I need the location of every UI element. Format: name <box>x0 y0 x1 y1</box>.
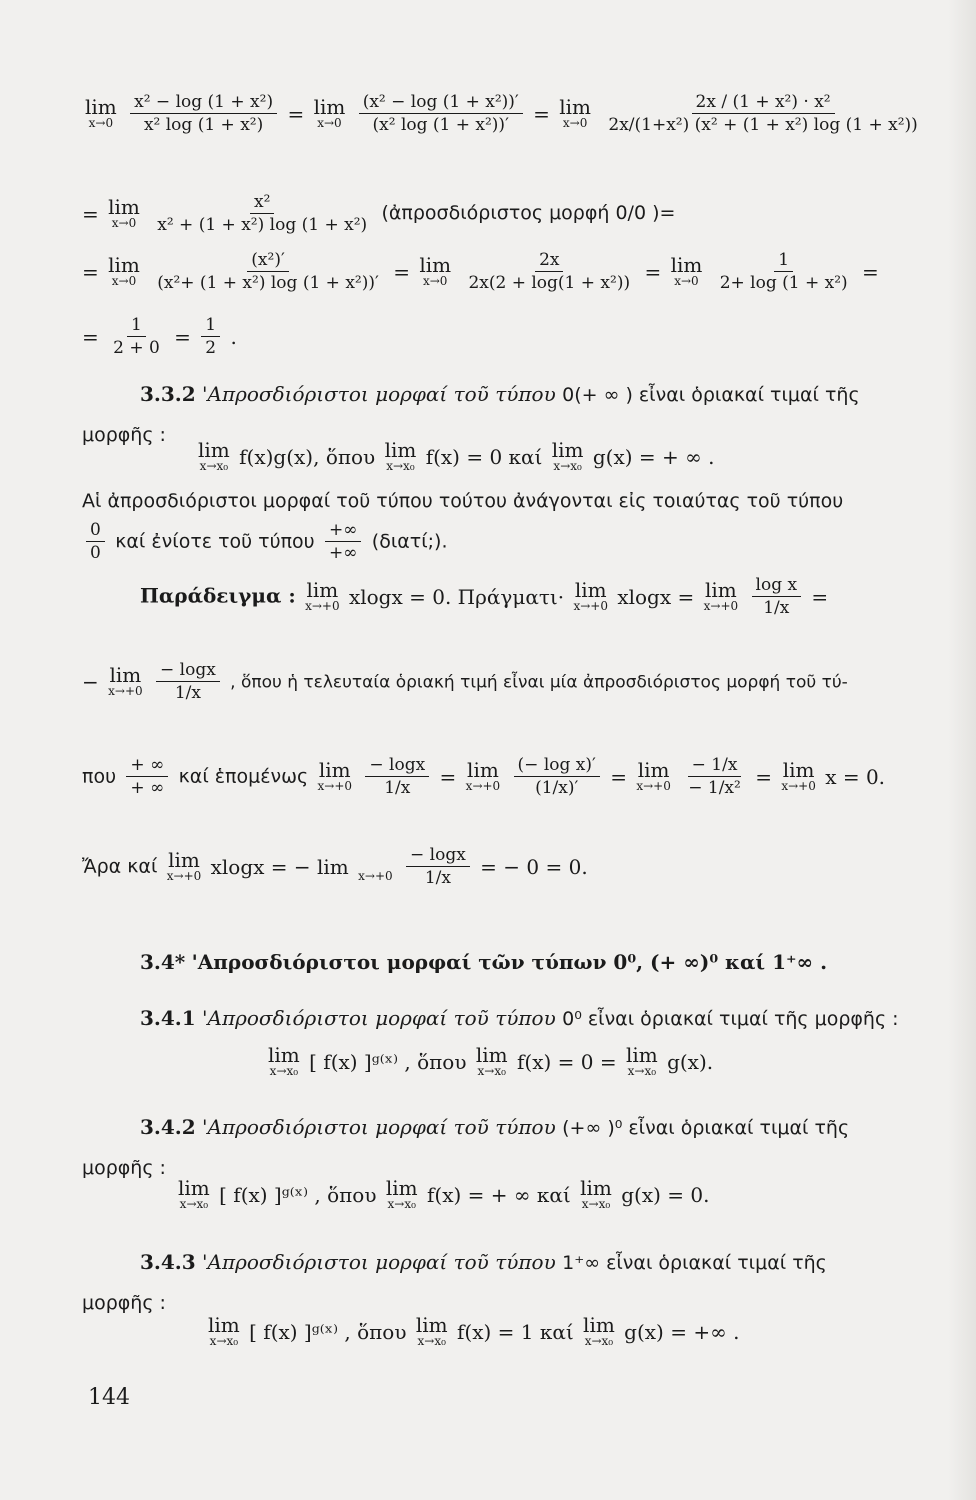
fraction: $\frac{2x}{\text{2x(2 + log(1 + x²))}}$ <box>468 250 631 294</box>
limit-operator: lim x→+0 <box>108 663 143 699</box>
section-3-4-2-heading: 3.4.2 'Απροσδιόριστοι μορφαί τοῦ τύπου (+∞ )⁰ εἶναι ὁριακαί τιμαί τῆς <box>140 1115 850 1139</box>
section-3-4-2-formula: lim x→x₀ [ f(x) ]ᵍ⁽ˣ⁾ , ὅπου lim x→x₀ f(x) = + ∞ καί lim x→x₀ g(x) = 0. <box>178 1176 710 1211</box>
fraction: $\frac{1}{\text{2+ log (1 + x²)}}$ <box>719 250 848 294</box>
limit-operator: lim x→0 <box>313 95 346 131</box>
fraction: $\frac{1}{2 + 0}$ <box>113 315 160 359</box>
equation-line-4: = $\frac{1}{2 + 0}$ = $\frac{1}{2}$ . <box>82 315 237 359</box>
fraction: $\frac{- 1/x}{\text{− 1/x²}}$ <box>688 755 741 799</box>
limit-operator: lim x→+0 <box>166 848 202 884</box>
limit-operator: lim x→+0 <box>573 578 608 614</box>
section-3-4-3-heading: 3.4.3 'Απροσδιόριστοι μορφαί τοῦ τύπου 1⁺∞ εἶναι ὁριακαί τιμαί τῆς <box>140 1250 827 1274</box>
limit-operator: lim x→+0 <box>305 578 340 614</box>
section-3-3-2-morphis: μορφῆς : <box>82 424 166 446</box>
limit-operator: lim x→0 <box>559 95 592 131</box>
section-3-4-1-formula: lim x→x₀ [ f(x) ]ᵍ⁽ˣ⁾ , ὅπου lim x→x₀ f(x) = 0 = lim x→x₀ g(x). <box>268 1043 714 1078</box>
section-3-4-3-morphis: μορφῆς : <box>82 1292 166 1314</box>
limit-operator: lim x→x₀ <box>551 438 584 473</box>
limit-operator: lim x→+0 <box>636 758 671 794</box>
example-line-2: − lim x→+0 $\frac{- \log x}{1/x}$ , ὅπου ἡ τελευταία ὁριακή τιμή εἶναι μία ἀπροσδιόριστος μορφή τοῦ τύ- <box>82 660 848 704</box>
section-3-3-2-formula: lim x→x₀ f(x)g(x), ὅπου lim x→x₀ f(x) = 0 καί lim x→x₀ g(x) = + ∞ . <box>198 438 715 473</box>
example-line-1: Παράδειγμα : lim x→+0 xlogx = 0. Πράγματι· lim x→+0 xlogx = lim x→+0 $\frac{\text{log x}}{1/x}$ = <box>140 575 829 619</box>
fraction: $\frac{\text{log x}}{1/x}$ <box>752 575 802 619</box>
fraction: $\frac{+ \infty}{+ \infty}$ <box>126 755 168 799</box>
example-line-4: Ἄρα καί lim x→+0 xlogx = − lim x→+0 $\frac{- \log x}{1/x}$ = − 0 = 0. <box>82 845 588 889</box>
limit-operator: lim x→0 <box>108 195 140 231</box>
section-3-3-2-heading: 3.3.2 'Απροσδιόριστοι μορφαί τοῦ τύπου 0(+ ∞ ) εἶναι ὁριακαί τιμαί τῆς <box>140 382 860 406</box>
limit-operator: lim x→x₀ <box>198 438 230 473</box>
annotation-text: (ἀπροσδιόριστος μορφή 0/0 )= <box>381 202 676 225</box>
fraction: $\frac{+\infty}{+\infty}$ <box>325 520 361 564</box>
limit-operator: lim x→x₀ <box>384 438 417 473</box>
limit-operator: lim x→+0 <box>465 758 501 794</box>
limit-operator: lim x→x₀ <box>475 1043 508 1078</box>
fraction: $\frac{\text{2x / (1 + x²) · x²}}{\text{2x/(1+x²) (x² + (1 + x²) log (1 + x²))}}$ <box>608 92 918 136</box>
fraction: $\frac{- \log x}{1/x}$ <box>365 755 429 799</box>
limit-operator: lim x→0 <box>108 253 140 289</box>
section-3-4-heading: 3.4* 'Απροσδιόριστοι μορφαί τῶν τύπων 0⁰, (+ ∞)⁰ καί 1⁺∞ . <box>140 950 828 974</box>
fraction: $\frac{\text{(− log x)′}}{(1/x)'}$ <box>514 755 600 799</box>
limit-operator: lim x→0 <box>670 253 703 289</box>
fraction: $\frac{1}{2}$ <box>201 315 220 359</box>
fraction: $\frac{\text{x²}}{\text{x² + (1 + x²) log (1 + x²)}}$ <box>157 192 368 236</box>
limit-operator: lim x→x₀ <box>385 1176 418 1211</box>
section-3-3-2-text-2: $\frac{0}{0}$ καί ἐνίοτε τοῦ τύπου $\frac{+\infty}{+\infty}$ (διατί;). <box>82 520 936 564</box>
limit-operator: lim x→+0 <box>317 758 353 794</box>
equation-line-1: lim x→0 $\frac{\text{x² − log (1 + x²)}}{\text{x² log (1 + x²)}}$ = lim x→0 $\frac{\text{(x² − log (1 + x²))′}}{\text{(x² log (1 + x²))′}}$ = lim x→0 $\frac{\text{2x / (1 + x²) · x²}}{\text{2x/(1+x²) (x² + (1 + x²) log (1 + x²))}}$ <box>82 92 936 136</box>
limit-operator: lim x→+0 <box>781 758 816 794</box>
limit-operator: lim x→0 <box>419 253 452 289</box>
equation-line-3: = lim x→0 $\frac{\text{(x²)′}}{\text{(x²+ (1 + x²) log (1 + x²))′}}$ = lim x→0 $\frac{2x}{\text{2x(2 + log(1 + x²))}}$ = lim x→0 $\frac{1}{\text{2+ log (1 + x²)}}$ = <box>82 250 879 294</box>
limit-operator: lim x→x₀ <box>208 1313 240 1348</box>
fraction: $\frac{\text{(x²)′}}{\text{(x²+ (1 + x²) log (1 + x²))′}}$ <box>157 250 379 294</box>
fraction: $\frac{\text{x² − log (1 + x²)}}{\text{x² log (1 + x²)}}$ <box>130 92 277 136</box>
equation-line-2: = lim x→0 $\frac{\text{x²}}{\text{x² + (1 + x²) log (1 + x²)}}$ (ἀπροσδιόριστος μορφή 0/0 )= <box>82 192 676 236</box>
section-3-4-3-formula: lim x→x₀ [ f(x) ]ᵍ⁽ˣ⁾ , ὅπου lim x→x₀ f(x) = 1 καί lim x→x₀ g(x) = +∞ . <box>208 1313 740 1348</box>
section-3-4-2-morphis: μορφῆς : <box>82 1157 166 1179</box>
example-line-3: που $\frac{+ \infty}{+ \infty}$ καί ἑπομένως lim x→+0 $\frac{- \log x}{1/x}$ = lim x→+0 $\frac{\text{(− log x)′}}{(1/x)'}$ = lim x→+0 $\frac{- 1/x}{\text{− 1/x²}}$ = lim x→+0 x = 0. <box>82 755 886 799</box>
limit-operator: lim x→x₀ <box>268 1043 300 1078</box>
page-edge-shadow <box>948 0 976 1500</box>
section-3-3-2-text: Αἱ ἀπροσδιόριστοι μορφαί τοῦ τύπου τούτου ἀνάγονται εἰς τοιαύτας τοῦ τύπου <box>82 490 844 512</box>
page-number: 144 <box>88 1385 130 1410</box>
limit-operator: lim x→x₀ <box>415 1313 448 1348</box>
fraction: $\frac{0}{0}$ <box>86 520 105 564</box>
limit-operator: lim x→x₀ <box>580 1176 612 1211</box>
limit-operator: lim x→+0 <box>703 578 739 614</box>
fraction: $\frac{- \log x}{1/x}$ <box>156 660 220 704</box>
limit-operator: x→+0 <box>358 869 393 884</box>
limit-operator: lim x→0 <box>85 95 117 131</box>
limit-operator: lim x→x₀ <box>625 1043 658 1078</box>
fraction: $\frac{\text{(x² − log (1 + x²))′}}{\text{(x² log (1 + x²))′}}$ <box>359 92 523 136</box>
section-3-4-1-heading: 3.4.1 'Απροσδιόριστοι μορφαί τοῦ τύπου 0⁰ εἶναι ὁριακαί τιμαί τῆς μορφῆς : <box>140 1006 899 1030</box>
fraction: $\frac{- \log x}{1/x}$ <box>406 845 470 889</box>
limit-operator: lim x→x₀ <box>178 1176 210 1211</box>
limit-operator: lim x→x₀ <box>583 1313 615 1348</box>
